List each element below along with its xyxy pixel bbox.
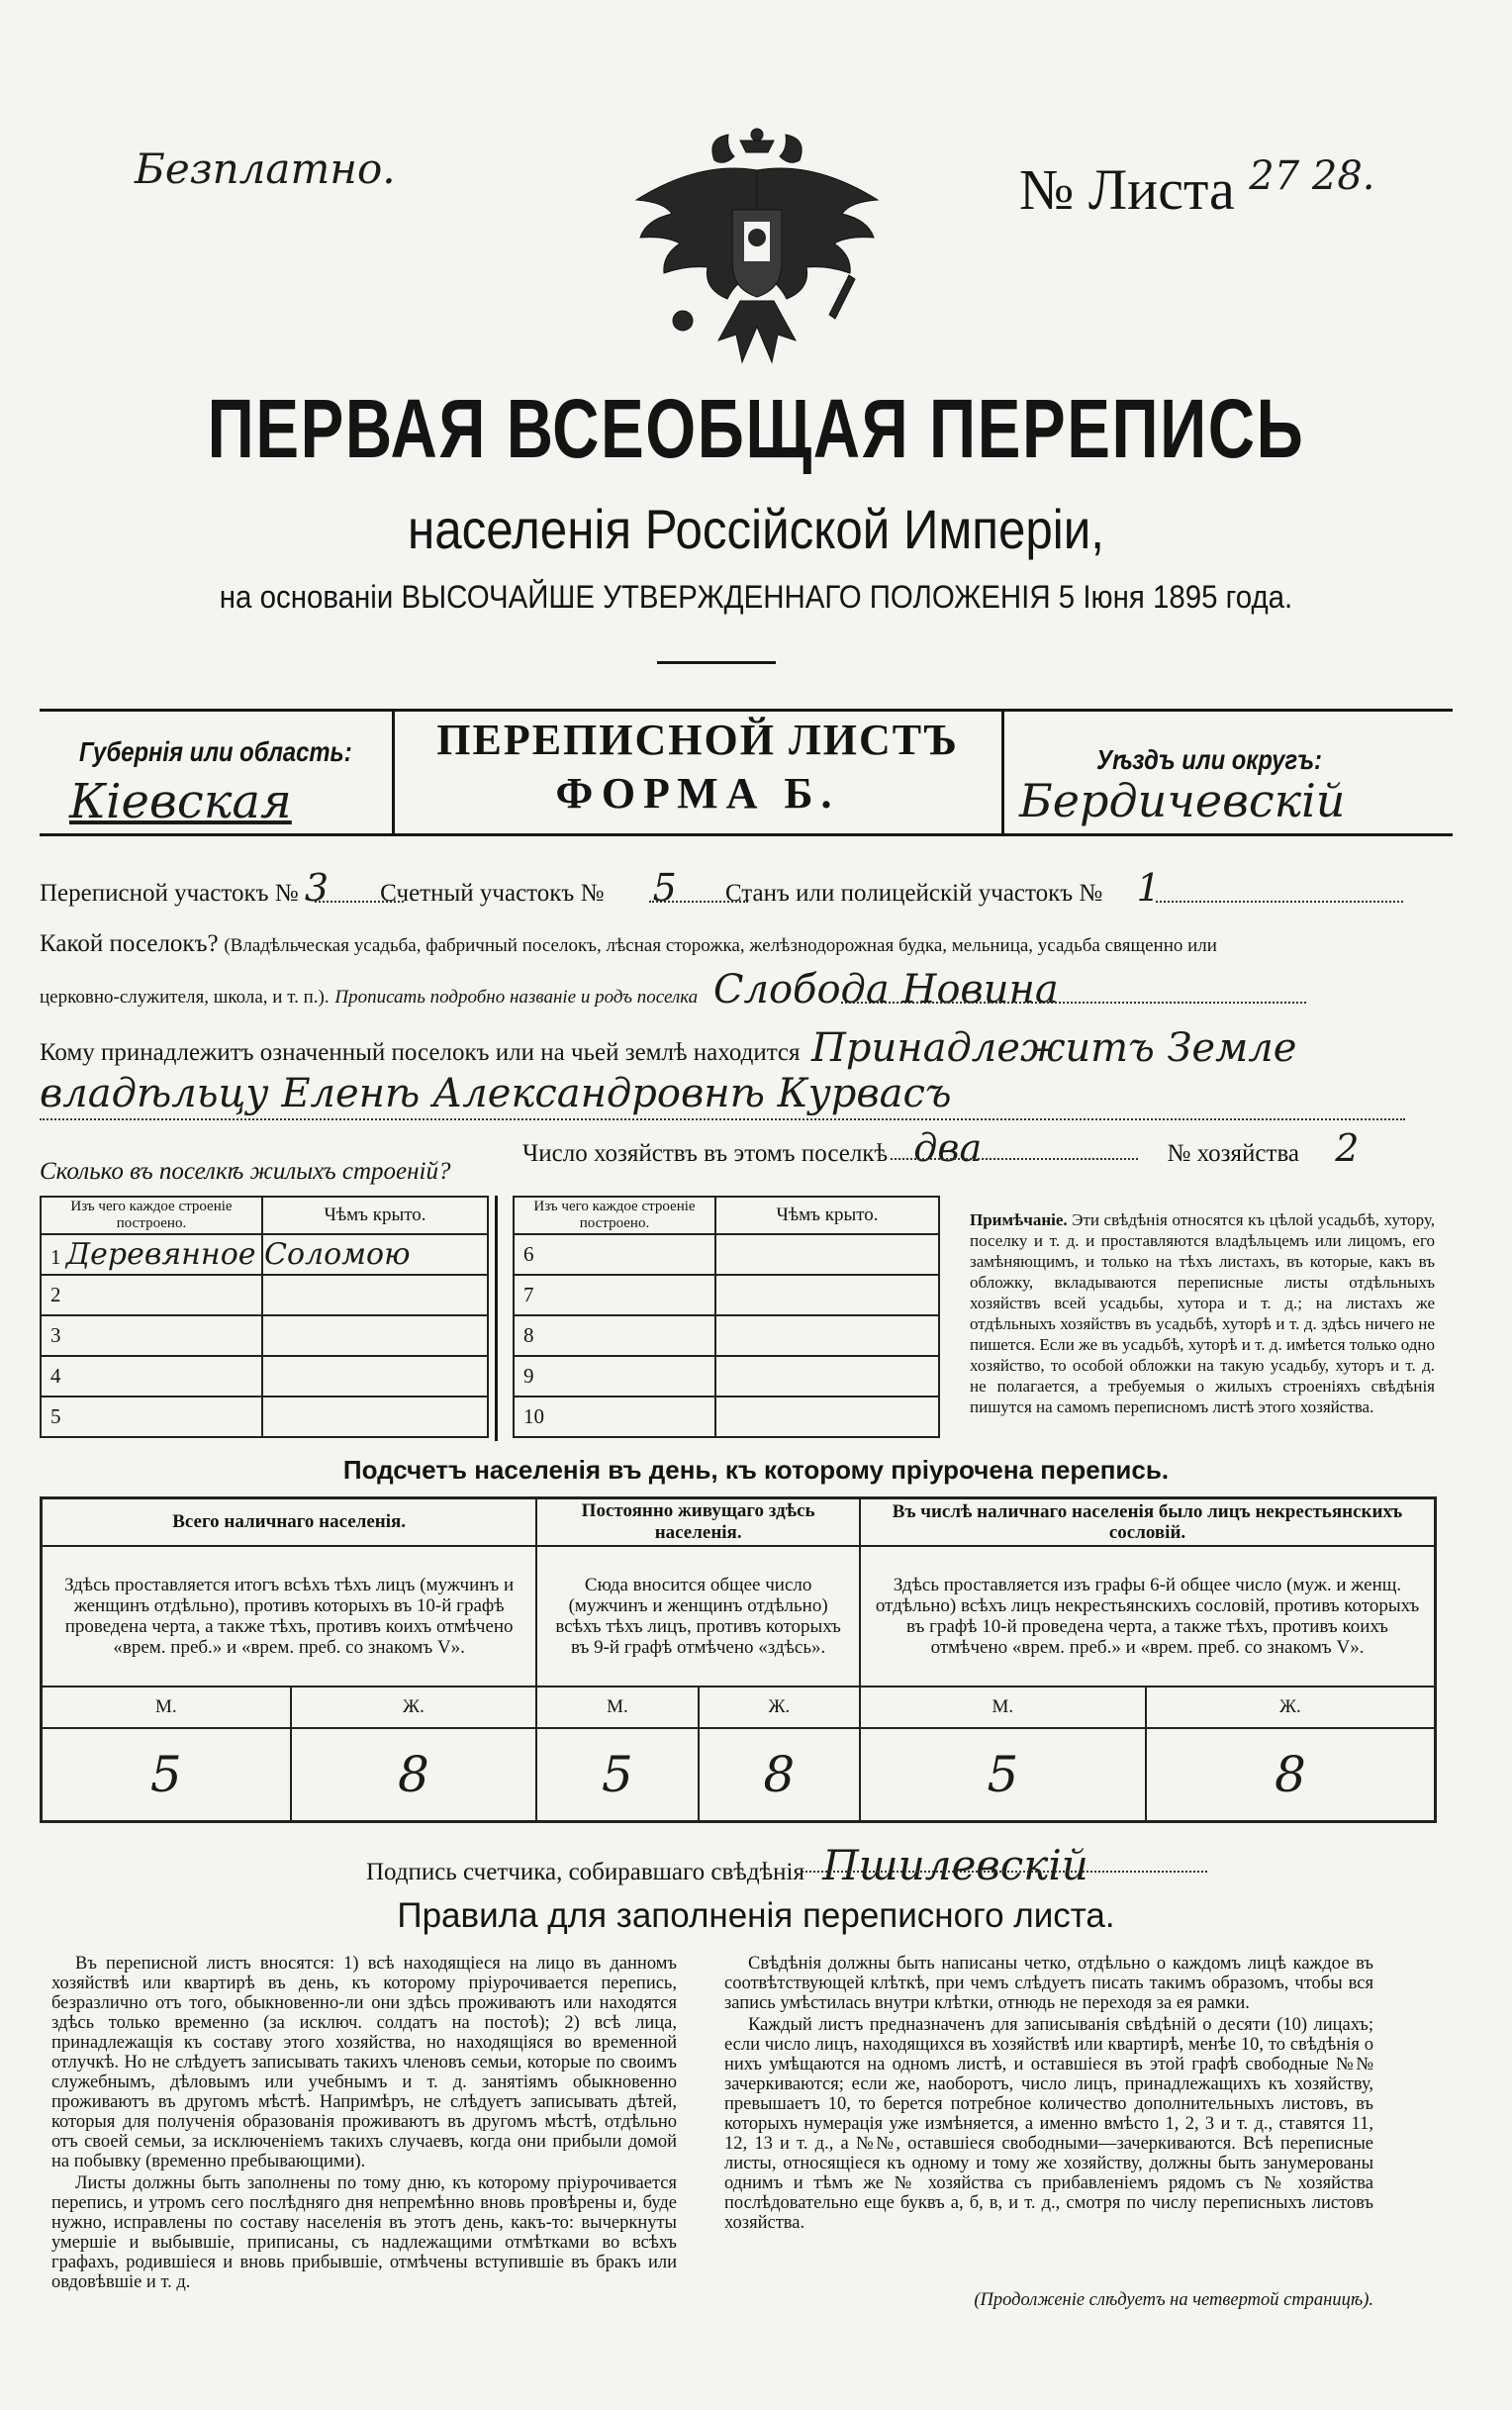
rules-right-paragraph-2: Каждый листъ предназначенъ для записыванія свѣдѣній о десяти (10) лицахъ; если число лицъ, находящихся въ хозяйствѣ или квартирѣ, менѣе 10, то свѣдѣнія о нихъ умѣщаются на одномъ листѣ, и оставшіеся въ этой графѣ свободные №№ зачеркиваются; если же, наоборотъ, число лицъ, принадлежащихъ къ хозяйству, превышаетъ 10, то берется потребное количество дополнительныхъ листовъ, въ которыхъ нумерація уже измѣняется, а именно вмѣсто 1, 2, 3 и т. д., ставятся 11, 12, 13 и т. д., а №№, оставшіеся свободными—зачеркиваются. Всѣ переписные листы, относящіеся къ одному и тому же хозяйству, должны быть занумерованы однимъ и тѣмъ же № хозяйства съ прибавленіемъ рядомъ съ № хозяйства послѣдовательно еще буквъ а, б, в, и т. д., смотря по числу переписныхъ листовъ хозяйства.: [724, 2015, 1373, 2233]
census-title: ПЕРВАЯ ВСЕОБЩАЯ ПЕРЕПИСЬ: [207, 382, 1305, 475]
building-row[interactable]: 5: [41, 1397, 262, 1437]
buildings-note: [970, 1209, 1435, 1417]
permanent-male-count[interactable]: 5: [536, 1728, 698, 1821]
non-peasant-male-count[interactable]: 5: [860, 1728, 1146, 1821]
building-row[interactable]: 8: [514, 1315, 715, 1356]
census-section-value[interactable]: 3: [304, 866, 330, 910]
settlement-row: [40, 922, 1465, 1019]
census-section-label: Переписной участокъ №: [40, 880, 299, 907]
settlement-dots: [841, 1002, 1306, 1004]
title-divider: [657, 661, 776, 664]
camp-value[interactable]: 1: [1136, 866, 1161, 910]
census-section-dots: [315, 901, 404, 903]
total-population-desc: Здѣсь проставляется итогъ всѣхъ тѣхъ лицъ (мужчинъ и женщинъ отдѣльно), противъ которыхъ въ 10-й графѣ проведена черта, а также тѣхъ, противъ коихъ отмѣчено «врем. преб.» и «врем. преб. со знакомъ V».: [42, 1546, 537, 1687]
buildings-label: Сколько въ поселкѣ жилыхъ строеній?: [40, 1158, 451, 1185]
owner-value-1[interactable]: Принадлежитъ Земле: [811, 1025, 1297, 1071]
female-label: Ж.: [699, 1687, 860, 1728]
building-row[interactable]: 7: [514, 1275, 715, 1315]
building-row[interactable]: 6: [514, 1234, 715, 1275]
camp-dots: [1156, 901, 1403, 903]
signature-label: Подпись счетчика, собиравшаго свѣдѣнія: [366, 1859, 804, 1885]
building-roof[interactable]: Соломою: [264, 1237, 411, 1272]
female-label: Ж.: [1146, 1687, 1436, 1728]
settlement-value[interactable]: Слобода Новина: [712, 967, 1059, 1012]
roof-header: Чѣмъ крыто.: [262, 1197, 488, 1234]
rules-right-column: [724, 1954, 1373, 2310]
rules-right-paragraph-1: Свѣдѣнія должны быть написаны четко, отдѣльно о каждомъ лицѣ каждое въ соотвѣтствующей клѣткѣ, при чемъ слѣдуетъ писать такимъ образомъ, чтобы вся запись умѣстилась внутри клѣтки, отнюдь не переходя за ея рамки.: [724, 1954, 1373, 2013]
male-label: М.: [860, 1687, 1146, 1728]
count-section-value[interactable]: 5: [652, 866, 677, 910]
settlement-hint-3: Прописать подробно названіе и родъ поселка: [334, 987, 699, 1008]
signature-row: [366, 1841, 1088, 1889]
form-header-divider-left: [392, 709, 395, 835]
note-text: Эти свѣдѣнія относятся къ цѣлой усадьбѣ, хутору, поселку и т. д. и проставляются владѣльцемъ или лицомъ, его замѣняющимъ, и только на тѣхъ листахъ, въ которые, какъ въ обложку, вкладываются переписные листы отдѣльныхъ хозяйствъ всей усадьбы, хутора и т. д.; на листахъ же отдѣльныхъ хозяйствъ въ усадьбѣ, хуторѣ и т. д. здѣсь ничего не пишется. Если же въ усадьбѣ, хуторѣ и т. д. имѣется только одно хозяйство, то особой обложки на такую усадьбу, хуторъ и т. д. не полагается, а требуемыя о жилыхъ строеніяхъ свѣдѣнія пишутся на самомъ переписномъ листѣ этого хозяйства.: [970, 1210, 1435, 1416]
permanent-population-title: Постоянно живущаго здѣсь населенія.: [536, 1498, 860, 1547]
population-heading: Подсчетъ населенія въ день, къ которому пріурочена перепись.: [342, 1455, 1170, 1485]
sheet-number: [1019, 153, 1375, 223]
settlement-hint-1: (Владѣльческая усадьба, фабричный поселокъ, лѣсная сторожка, желѣзнодорожная будка, мельница, усадьба священно или: [224, 935, 1217, 956]
double-headed-eagle-icon: [623, 127, 891, 374]
province-label: Губернія или область:: [79, 736, 352, 767]
form-header-bottom-rule: [40, 833, 1453, 836]
decree-line: на основаніи ВЫСОЧАЙШЕ УТВЕРЖДЕННАГО ПОЛОЖЕНІЯ 5 Іюня 1895 года.: [219, 579, 1293, 615]
building-row[interactable]: 1 Деревянное: [41, 1234, 262, 1275]
sheet-number-label: № Листа: [1019, 157, 1235, 222]
count-section-label: Счетный участокъ №: [380, 880, 605, 907]
building-row[interactable]: 4: [41, 1356, 262, 1397]
signature-dots: [802, 1871, 1207, 1873]
census-section-row: [40, 866, 1188, 910]
census-subtitle: населенія Россійской Имперіи,: [408, 498, 1104, 560]
material-header: Изъ чего каждое строеніе построено.: [514, 1197, 715, 1234]
settlement-hint-2: церковно-служителя, школа, и т. п.).: [40, 987, 330, 1008]
province-value[interactable]: Кіевская: [69, 774, 292, 829]
building-row[interactable]: 9: [514, 1356, 715, 1397]
rules-left-paragraph-2: Листы должны быть заполнены по тому дню, къ которому пріурочивается перепись, и утромъ сего послѣдняго дня непремѣнно вновь провѣрены и, буде нужно, исправлены по составу населенія въ этотъ день, какъ-то: вычеркнуты умершіе и выбывшіе, приписаны, съ надлежащими отмѣтками во всѣхъ графахъ, родившіеся и вновь прибывшіе, отмѣчены вступившіе въ бракъ или овдовѣвшіе и т. д.: [51, 2173, 677, 2292]
owner-dots: [40, 1118, 1405, 1120]
building-material[interactable]: Деревянное: [65, 1237, 256, 1272]
non-peasant-title: Въ числѣ наличнаго населенія было лицъ некрестьянскихъ сословій.: [860, 1498, 1435, 1547]
rules-title: Правила для заполненія переписного листа.: [397, 1896, 1115, 1935]
table-double-rule: [495, 1196, 498, 1441]
households-label: Число хозяйствъ въ этомъ поселкѣ: [522, 1140, 889, 1167]
population-table: [40, 1496, 1437, 1823]
buildings-table-right: [513, 1196, 940, 1438]
total-male-count[interactable]: 5: [42, 1728, 291, 1821]
owner-value-2[interactable]: владѣльцу Еленѣ Александровнѣ Курвасъ: [40, 1071, 952, 1116]
signature-value[interactable]: Пшилевскій: [822, 1841, 1088, 1889]
household-number-label: № хозяйства: [1167, 1140, 1300, 1167]
sheet-number-value[interactable]: 27 28.: [1249, 153, 1375, 199]
female-label: Ж.: [291, 1687, 537, 1728]
form-header-top-rule: [40, 709, 1453, 712]
households-value[interactable]: два: [913, 1126, 983, 1170]
owner-label: Кому принадлежитъ означенный поселокъ или на чьей землѣ находится: [40, 1039, 801, 1066]
form-name: ФОРМА Б.: [555, 769, 840, 818]
camp-label: Станъ или полицейскій участокъ №: [724, 880, 1103, 907]
non-peasant-desc: Здѣсь проставляется изъ графы 6-й общее число (муж. и женщ. отдѣльно) всѣхъ лицъ некрестьянскихъ сословій, противъ которыхъ въ графѣ 10-й проведена черта, а также тѣхъ, противъ коихъ отмѣчено «врем. преб.» и «врем. преб. со знакомъ V».: [860, 1546, 1435, 1687]
building-row[interactable]: 10: [514, 1397, 715, 1437]
form-header-divider-right: [1001, 709, 1004, 835]
households-row: [522, 1126, 1359, 1170]
sheet-title: ПЕРЕПИСНОЙ ЛИСТЪ: [436, 716, 959, 764]
district-label: Уѣздъ или округъ:: [1096, 744, 1322, 775]
household-number-value[interactable]: 2: [1335, 1126, 1360, 1170]
settlement-label: Какой поселокъ?: [40, 930, 219, 957]
male-label: М.: [42, 1687, 291, 1728]
permanent-female-count[interactable]: 8: [699, 1728, 860, 1821]
building-row[interactable]: 2: [41, 1275, 262, 1315]
roof-header: Чѣмъ крыто.: [715, 1197, 939, 1234]
male-label: М.: [536, 1687, 698, 1728]
count-section-dots: [649, 901, 748, 903]
total-population-title: Всего наличнаго населенія.: [42, 1498, 537, 1547]
permanent-population-desc: Сюда вносится общее число (мужчинъ и женщинъ отдѣльно) всѣхъ тѣхъ лицъ, противъ которыхъ въ 9-й графѣ отмѣчено «здѣсь».: [536, 1546, 860, 1687]
material-header: Изъ чего каждое строеніе построено.: [41, 1197, 262, 1234]
district-value[interactable]: Бердичевскій: [1019, 774, 1346, 827]
total-female-count[interactable]: 8: [291, 1728, 537, 1821]
rules-continued-note: (Продолженіе слѣдуетъ на четвертой страницѣ).: [974, 2290, 1373, 2310]
rules-left-paragraph-1: Въ переписной листъ вносятся: 1) всѣ находящіеся на лицо въ данномъ хозяйствѣ или квартирѣ въ день, къ которому пріурочивается перепись, безразлично отъ того, обыкновенно-ли они здѣсь проживаютъ или находятся здѣсь только временно (за исключ. солдатъ на постоѣ); 2) всѣ лица, принадлежащія къ составу этого хозяйства, но находящіяся во временной отлучкѣ. Но не слѣдуетъ записывать такихъ членовъ семьи, которые по своимъ служебнымъ, дѣловымъ или учебнымъ и т. д. занятіямъ обыкновенно проживаютъ въ другомъ мѣстѣ. Напримѣръ, не слѣдуетъ записывать дѣтей, которыя для полученія образованія проживаютъ въ другомъ мѣстѣ, отдѣльно отъ своей семьи, за исключеніемъ такихъ случаевъ, когда они прибыли домой на побывку (временно пребывающими).: [51, 1954, 677, 2171]
non-peasant-female-count[interactable]: 8: [1146, 1728, 1436, 1821]
households-dots: [891, 1158, 1138, 1160]
rules-left-column: [51, 1954, 677, 2292]
building-row[interactable]: 3: [41, 1315, 262, 1356]
buildings-table-left: [40, 1196, 489, 1438]
free-label: Безплатно.: [135, 145, 396, 193]
note-title: Примѣчаніе.: [970, 1210, 1068, 1229]
